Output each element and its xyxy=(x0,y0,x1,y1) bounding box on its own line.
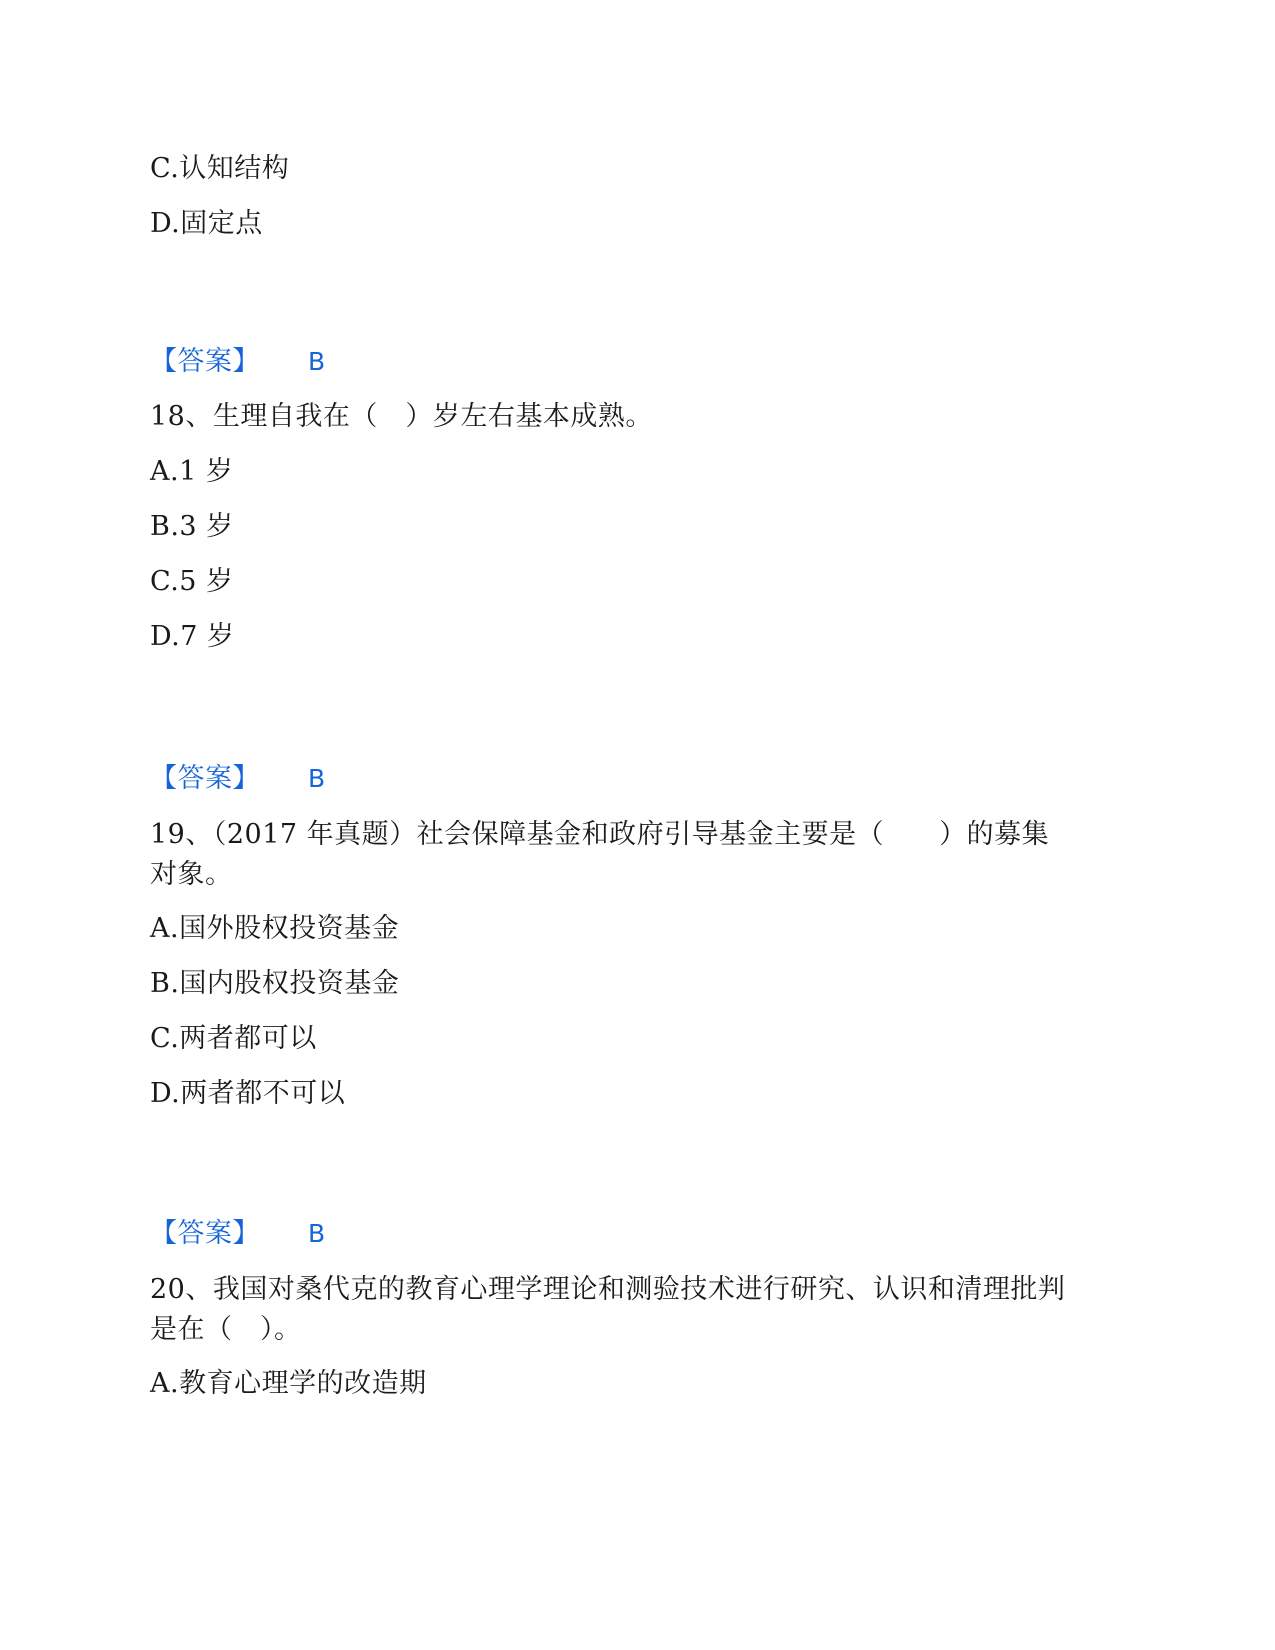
question-20-text: 20、我国对桑代克的教育心理学理论和测验技术进行研究、认识和清理批判是在（ ）。 xyxy=(150,1274,1066,1345)
q19-option-d: D.两者都不可以 xyxy=(150,1078,346,1109)
answer-value: B xyxy=(308,347,326,376)
q18-option-d: D.7 岁 xyxy=(150,621,235,652)
answer-row-18 xyxy=(150,760,1110,798)
answer-row-prev xyxy=(150,343,1110,381)
q18-option-b: B.3 岁 xyxy=(150,511,234,542)
answer-value: B xyxy=(308,1219,326,1248)
option-c-prev: C.认知结构 xyxy=(150,153,290,184)
answer-value: B xyxy=(308,764,326,793)
answer-label: 【答案】 xyxy=(150,1218,260,1249)
q19-option-b: B.国内股权投资基金 xyxy=(150,968,400,999)
answer-row-19 xyxy=(150,1215,1110,1253)
question-19-text: 19、（2017 年真题）社会保障基金和政府引导基金主要是（ ）的募集对象。 xyxy=(150,819,1050,890)
option-d-prev: D.固定点 xyxy=(150,208,263,239)
answer-label: 【答案】 xyxy=(150,763,260,794)
q18-option-c: C.5 岁 xyxy=(150,566,234,597)
q19-option-a: A.国外股权投资基金 xyxy=(150,913,400,944)
q18-option-a: A.1 岁 xyxy=(150,456,234,487)
question-18-text: 18、生理自我在（ ）岁左右基本成熟。 xyxy=(150,401,653,432)
q19-option-c: C.两者都可以 xyxy=(150,1023,317,1054)
answer-label: 【答案】 xyxy=(150,346,260,377)
q20-option-a: A.教育心理学的改造期 xyxy=(150,1368,427,1399)
